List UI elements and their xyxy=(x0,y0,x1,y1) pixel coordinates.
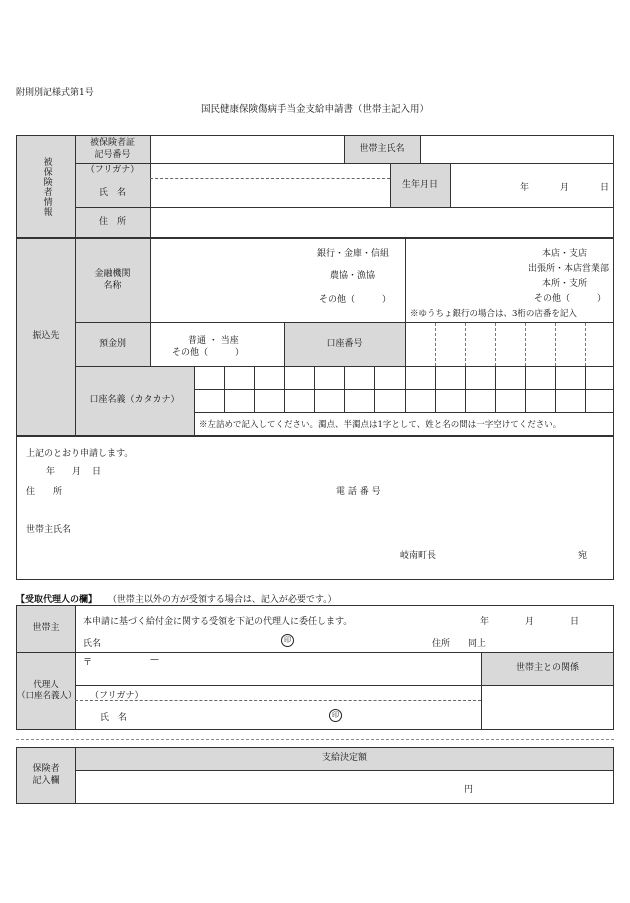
deposit-type-label: 預金別 xyxy=(98,338,126,349)
application-month: 月 xyxy=(72,467,82,477)
branch-types-1: 本店・支店 xyxy=(541,249,587,259)
agent-heading: 【受取代理人の欄】 xyxy=(16,595,98,605)
address-label: 住 所 xyxy=(98,216,126,227)
birth-label: 生年月日 xyxy=(401,179,438,190)
branch-types-2: 出張所・本店営業部 xyxy=(527,264,609,274)
application-statement: 上記のとおり申請します。 xyxy=(26,449,134,459)
agent-postal-address-field[interactable] xyxy=(76,653,481,685)
agent-heading-note: （世帯主以外の方が受領する場合は、記入が必要です。） xyxy=(107,595,337,605)
branch-name-field[interactable] xyxy=(405,239,614,322)
deposit-opt-1: 普通 ・ 当座 xyxy=(188,336,239,346)
deposit-type-field[interactable] xyxy=(150,323,284,366)
transfer-section-label: 振込先 xyxy=(32,331,60,342)
applicant-phone-label: 電 話 番 号 xyxy=(336,487,381,497)
deposit-opt-2: その他（ ） xyxy=(172,348,245,358)
name-label: 氏 名 xyxy=(98,187,126,198)
agent-name-label: 氏 名 xyxy=(100,713,128,723)
card-no-field[interactable] xyxy=(150,136,344,163)
householder-name-label: 世帯主氏名 xyxy=(359,143,405,154)
householder-name-field[interactable] xyxy=(420,136,614,163)
agent-label: 代理人 （口座名義人） xyxy=(17,680,77,701)
agent-heading-row xyxy=(16,592,337,605)
bank-types-2: 農協・漁協 xyxy=(329,271,375,281)
honorific: 宛 xyxy=(578,551,588,561)
insured-address-field[interactable] xyxy=(150,208,614,237)
form-id: 附則別記様式第1号 xyxy=(16,88,94,98)
furigana-label: （フリガナ） xyxy=(85,165,140,176)
bank-types-1: 銀行・金庫・信組 xyxy=(316,249,389,259)
account-name-label: 口座名義（カタカナ） xyxy=(89,395,180,406)
agent-householder-label: 世帯主 xyxy=(32,623,60,634)
insurer-label: 保険者 記入欄 xyxy=(32,764,60,786)
card-no-label: 被保険者証 記号番号 xyxy=(89,138,135,160)
kana-note: ※左詰めで記入してください。濁点、半濁点は1字として、姓と名の間は一字空けてください。 xyxy=(199,420,562,430)
applicant-address-label: 住 所 xyxy=(26,487,63,497)
application-day: 日 xyxy=(92,467,102,477)
delegation-month: 月 xyxy=(525,617,535,627)
relation-label: 世帯主との関係 xyxy=(515,663,579,674)
birth-date-field[interactable] xyxy=(450,164,614,207)
amount-field[interactable] xyxy=(76,771,613,803)
amount-label: 支給決定額 xyxy=(321,753,367,764)
postal-mark: 〒 xyxy=(83,658,93,668)
branch-types-3: 本所・支所 xyxy=(541,279,587,289)
yucho-note: ※ゆうちょ銀行の場合は、3桁の店番を記入 xyxy=(410,309,577,319)
birth-month: 月 xyxy=(560,183,570,193)
bank-name-label: 金融機関 名称 xyxy=(94,269,131,291)
delegator-address-label: 住所 xyxy=(432,639,451,649)
yen-unit: 円 xyxy=(464,785,474,795)
relation-field[interactable] xyxy=(481,686,614,730)
bank-name-field[interactable] xyxy=(150,239,405,322)
account-name-kana-field[interactable] xyxy=(194,367,614,412)
branch-types-4: その他（ ） xyxy=(533,294,606,304)
delegation-day: 日 xyxy=(570,617,580,627)
agent-seal: 印 xyxy=(329,709,342,722)
bank-types-3: その他（ ） xyxy=(318,295,391,305)
birth-day: 日 xyxy=(600,183,610,193)
delegation-text: 本申請に基づく給付金に関する受領を下記の代理人に委任します。 xyxy=(83,617,353,627)
delegator-address-same: 同上 xyxy=(468,639,487,649)
insured-name-field[interactable] xyxy=(150,164,390,207)
addressee: 岐南町長 xyxy=(400,551,437,561)
agent-name-field[interactable] xyxy=(76,701,481,729)
birth-year: 年 xyxy=(520,183,530,193)
insured-section-label: 被保険者情報 xyxy=(41,156,52,217)
agent-furigana-label: （フリガナ） xyxy=(90,691,144,701)
account-no-field[interactable] xyxy=(405,323,614,366)
delegator-name-label: 氏名 xyxy=(83,639,102,649)
delegation-year: 年 xyxy=(480,617,490,627)
householder-seal: 印 xyxy=(281,634,294,647)
postal-dash: — xyxy=(150,655,159,665)
insured-section-label-box xyxy=(17,136,75,237)
account-no-label: 口座番号 xyxy=(326,338,363,349)
form-title: 国民健康保険傷病手当金支給申請書（世帯主記入用） xyxy=(200,104,429,115)
applicant-householder-label: 世帯主氏名 xyxy=(26,525,72,535)
application-year: 年 xyxy=(46,467,56,477)
